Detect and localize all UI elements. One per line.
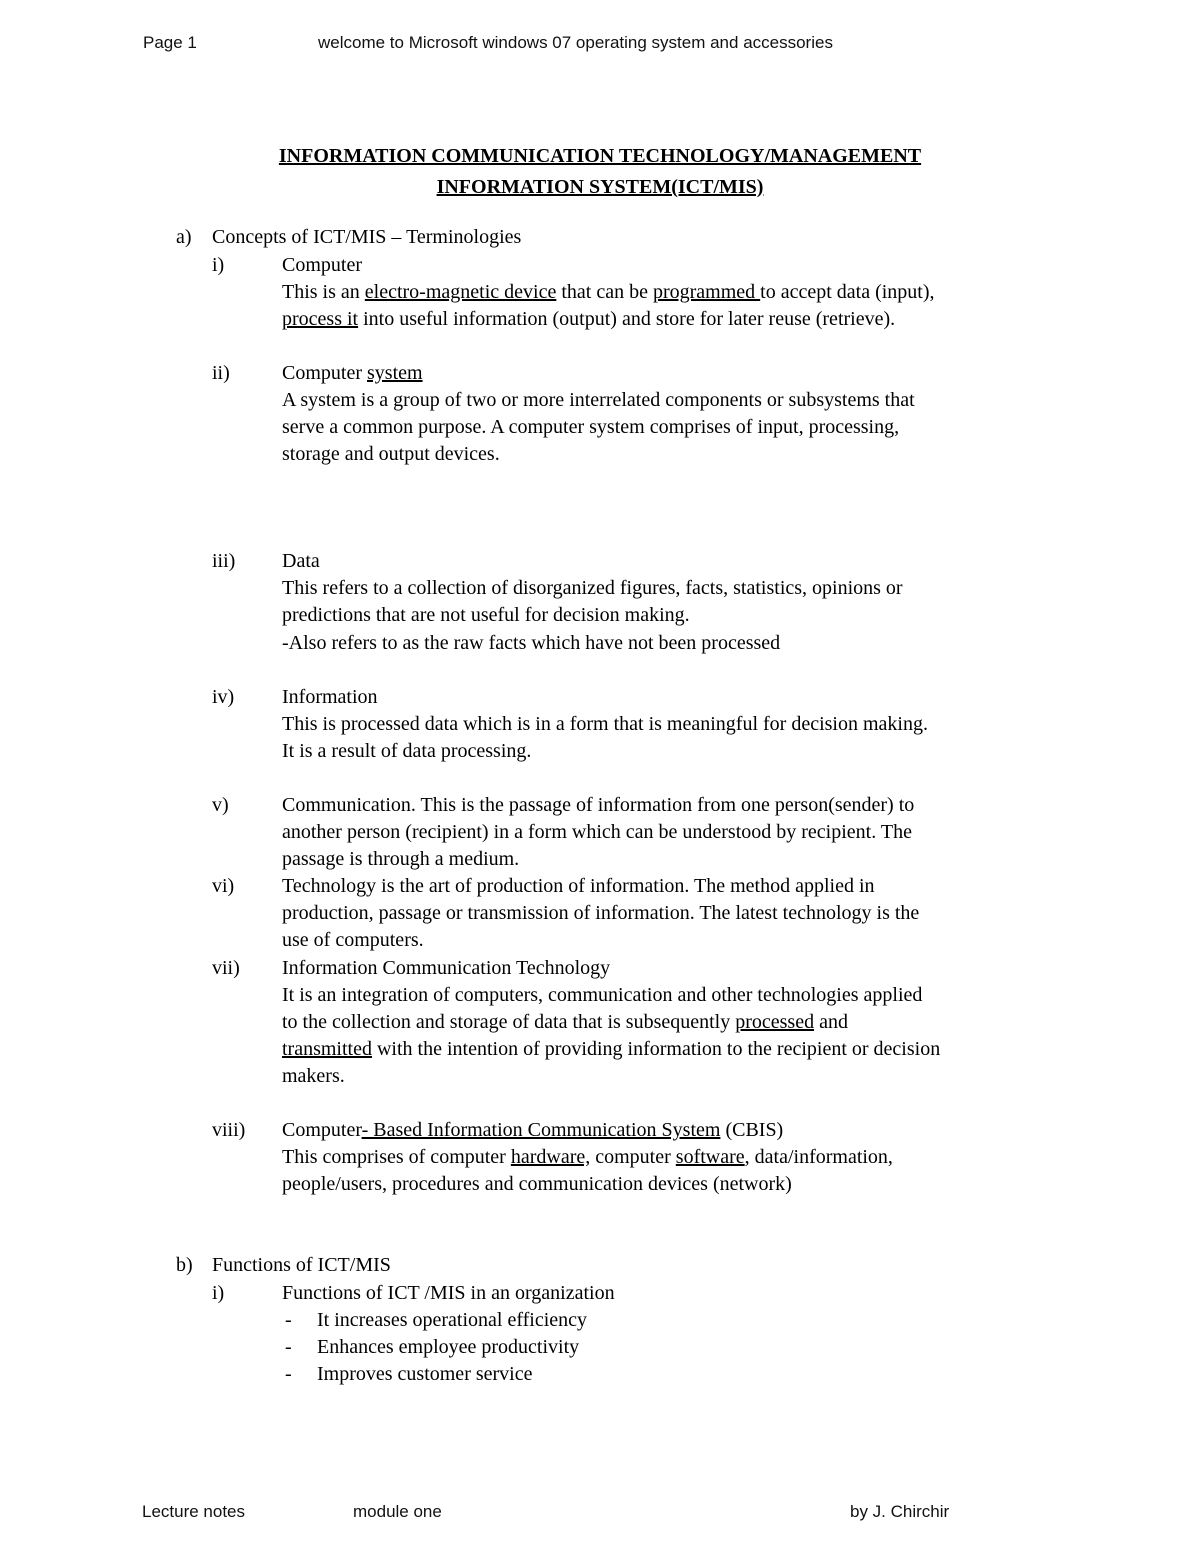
text: that can be xyxy=(556,281,653,303)
bullet-dash: - xyxy=(285,1336,292,1358)
text: with the intention of providing information to the recipient or decision xyxy=(371,1038,941,1060)
section-a-marker: a) xyxy=(176,226,192,248)
item-iv-line-1: This is processed data which is in a form that is meaningful for decision making. xyxy=(282,713,928,735)
section-b-sub-heading: Functions of ICT /MIS in an organization xyxy=(282,1282,615,1304)
item-iv-line-2: It is a result of data processing. xyxy=(282,740,532,762)
item-ii-line-2: serve a common purpose. A computer system comprises of input, processing, xyxy=(282,416,900,438)
text: and xyxy=(814,1011,848,1033)
section-b-marker: b) xyxy=(176,1254,193,1276)
item-ii-line-3: storage and output devices. xyxy=(282,443,500,465)
item-iii-line-2: predictions that are not useful for decision making. xyxy=(282,604,690,626)
item-viii-title xyxy=(282,1117,783,1144)
item-vii-marker: vii) xyxy=(212,957,240,979)
text: This is an xyxy=(282,281,365,303)
bullet-item: Improves customer service xyxy=(317,1363,533,1385)
section-b-heading: Functions of ICT/MIS xyxy=(212,1254,391,1276)
text: Computer xyxy=(282,1119,362,1141)
text: , data/information, xyxy=(744,1146,893,1168)
item-v-line-3: passage is through a medium. xyxy=(282,848,520,870)
item-vi-line-2: production, passage or transmission of information. The latest technology is the xyxy=(282,902,920,924)
underlined-text: electro-magnetic device xyxy=(364,281,557,303)
item-vii-line-4: makers. xyxy=(282,1065,345,1087)
item-v-line-1: Communication. This is the passage of information from one person(sender) to xyxy=(282,794,915,816)
item-iii-line-3: -Also refers to as the raw facts which have not been processed xyxy=(282,632,781,654)
bullet-dash: - xyxy=(285,1363,292,1385)
item-iv-title: Information xyxy=(282,686,378,708)
item-viii-line-2: people/users, procedures and communication devices (network) xyxy=(282,1173,792,1195)
doc-title-line-2: INFORMATION SYSTEM(ICT/MIS) xyxy=(436,176,764,198)
section-a-heading: Concepts of ICT/MIS – Terminologies xyxy=(212,226,522,248)
underlined-text: - Based Information Communication System xyxy=(361,1119,721,1141)
item-v-line-2: another person (recipient) in a form which can be understood by recipient. The xyxy=(282,821,912,843)
underlined-text: software xyxy=(675,1146,745,1168)
underlined-text: transmitted xyxy=(282,1038,372,1060)
text: to the collection and storage of data that is subsequently xyxy=(282,1011,736,1033)
item-i-line-2 xyxy=(282,306,895,333)
doc-title-line-1: INFORMATION COMMUNICATION TECHNOLOGY/MANAGEMENT xyxy=(278,145,922,167)
underlined-text: system xyxy=(367,362,423,384)
underlined-text: hardware, xyxy=(510,1146,591,1168)
item-iii-title: Data xyxy=(282,550,320,572)
text: (CBIS) xyxy=(720,1119,784,1141)
underlined-text: processed xyxy=(735,1011,815,1033)
underlined-text: programmed xyxy=(652,281,761,303)
text: This comprises of computer xyxy=(282,1146,511,1168)
bullet-dash: - xyxy=(285,1309,292,1331)
item-vi-line-1: Technology is the art of production of information. The method applied in xyxy=(282,875,875,897)
item-vii-line-3 xyxy=(282,1036,940,1063)
section-b-sub-marker: i) xyxy=(212,1282,225,1304)
footer-left: Lecture notes xyxy=(142,1502,246,1521)
text: into useful information (output) and store for later reuse (retrieve). xyxy=(358,308,896,330)
item-i-title: Computer xyxy=(282,254,362,276)
item-ii-title xyxy=(282,360,423,387)
bullet-item: Enhances employee productivity xyxy=(317,1336,580,1358)
item-viii-line-1 xyxy=(282,1144,893,1171)
item-vi-line-3: use of computers. xyxy=(282,929,424,951)
item-iv-marker: iv) xyxy=(212,686,235,708)
footer-middle: module one xyxy=(353,1502,442,1521)
text: Computer xyxy=(282,362,367,384)
item-ii-line-1: A system is a group of two or more interrelated components or subsystems that xyxy=(282,389,915,411)
footer-right: by J. Chirchir xyxy=(850,1502,950,1521)
text: computer xyxy=(590,1146,676,1168)
item-ii-marker: ii) xyxy=(212,362,230,384)
item-i-line-1 xyxy=(282,279,935,306)
item-iii-line-1: This refers to a collection of disorganized figures, facts, statistics, opinions or xyxy=(282,577,903,599)
header-title: welcome to Microsoft windows 07 operating system and accessories xyxy=(318,33,833,52)
item-vii-title: Information Communication Technology xyxy=(282,957,611,979)
bullet-item: It increases operational efficiency xyxy=(317,1309,588,1331)
text: to accept data (input), xyxy=(760,281,935,303)
item-vii-line-2 xyxy=(282,1009,848,1036)
item-i-marker: i) xyxy=(212,254,225,276)
item-viii-marker: viii) xyxy=(212,1119,246,1141)
item-vii-line-1: It is an integration of computers, communication and other technologies applied xyxy=(282,984,923,1006)
item-vi-marker: vi) xyxy=(212,875,235,897)
item-iii-marker: iii) xyxy=(212,550,236,572)
underlined-text: process it xyxy=(282,308,359,330)
header-page-number: Page 1 xyxy=(143,33,197,52)
item-v-marker: v) xyxy=(212,794,229,816)
